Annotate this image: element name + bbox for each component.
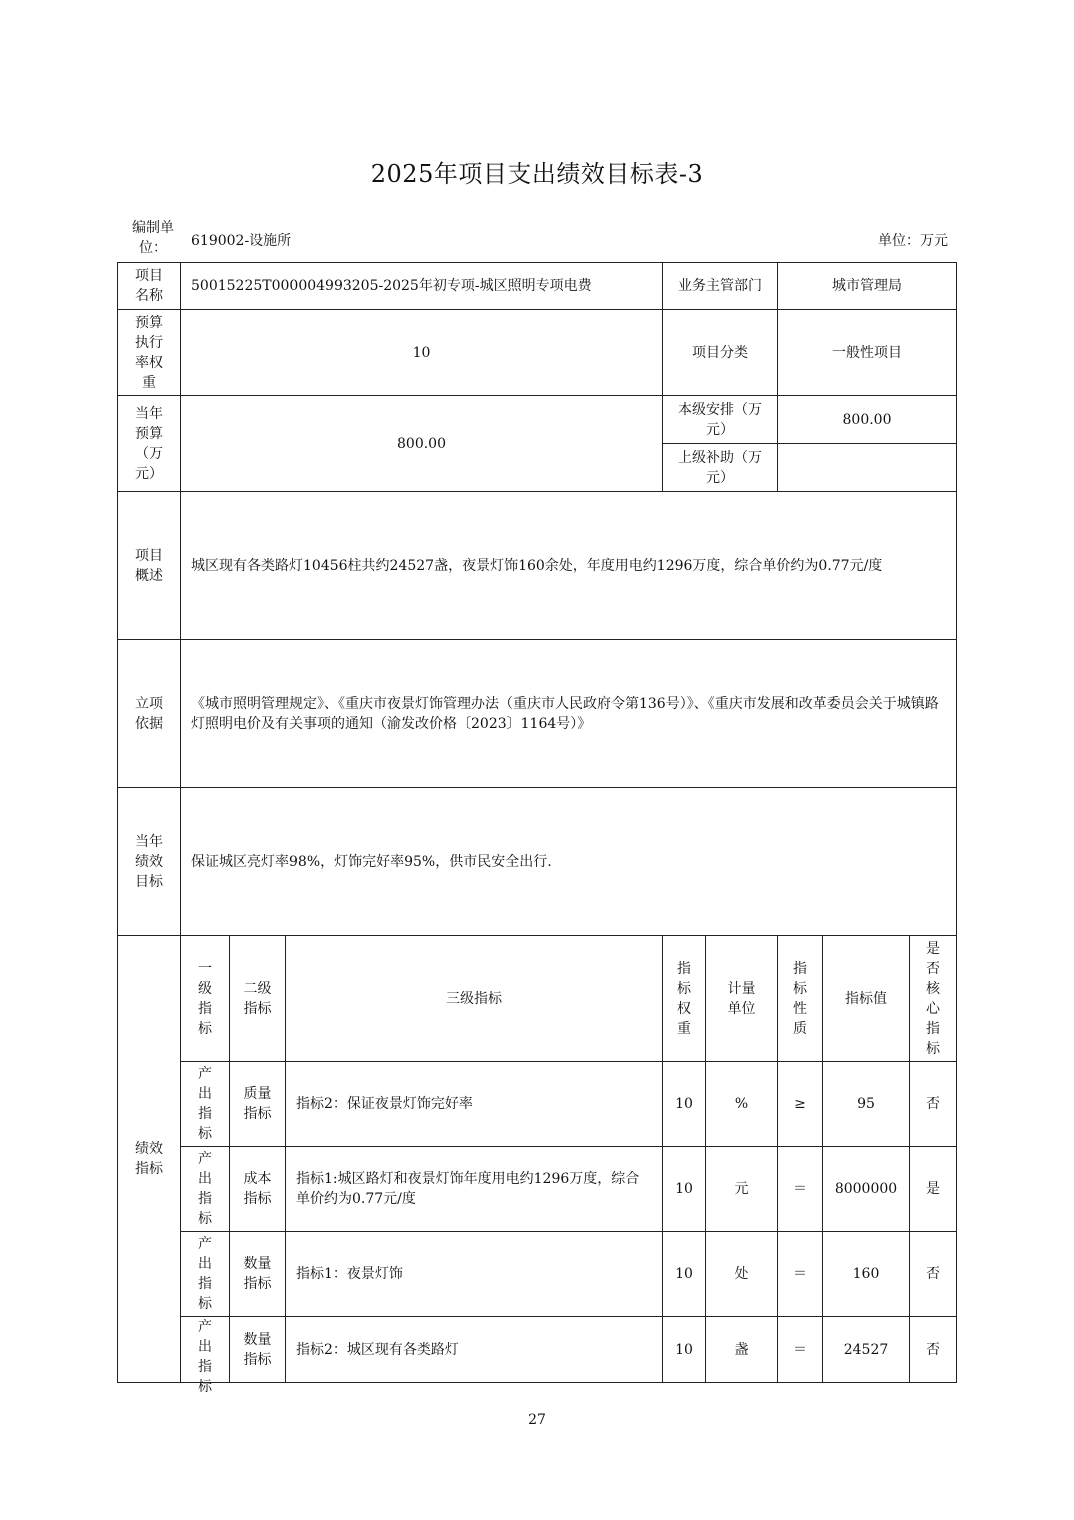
table-row-1-weight: 10 bbox=[662, 1061, 706, 1147]
weight-label: 预算执行率权重 bbox=[117, 309, 181, 396]
table-row-2-level2: 成本指标 bbox=[229, 1146, 286, 1232]
unit-text: 单位：万元 bbox=[878, 233, 948, 249]
category-value: 一般性项目 bbox=[777, 309, 957, 396]
category-label: 项目分类 bbox=[662, 309, 778, 396]
project-name-value: 50015225T000004993205-2025年初专项-城区照明专项电费 bbox=[180, 262, 663, 310]
table-row-3-weight: 10 bbox=[662, 1231, 706, 1317]
basis-label: 立项依据 bbox=[117, 639, 181, 788]
budget-label: 当年预算（万元） bbox=[117, 395, 181, 492]
table-row-2-weight: 10 bbox=[662, 1146, 706, 1232]
table-row-3-nature: ＝ bbox=[777, 1231, 823, 1317]
table-row-2-level1: 产出指标 bbox=[180, 1146, 230, 1232]
budget-value: 800.00 bbox=[180, 395, 663, 492]
table-row-2-value: 8000000 bbox=[822, 1146, 910, 1232]
header-unit: 计量单位 bbox=[705, 935, 778, 1062]
header-weight: 指标权重 bbox=[662, 935, 706, 1062]
table-row-4-level2: 数量指标 bbox=[229, 1316, 286, 1383]
table-row-1-level2: 质量指标 bbox=[229, 1061, 286, 1147]
table-row-4-unit: 盏 bbox=[705, 1316, 778, 1383]
table-row-3-level3: 指标1：夜景灯饰 bbox=[285, 1231, 663, 1317]
page-title: 2025年项目支出绩效目标表-3 bbox=[370, 160, 704, 188]
header-level3: 三级指标 bbox=[285, 935, 663, 1062]
indicators-section-label: 绩效指标 bbox=[117, 935, 181, 1383]
table-row-4-core: 否 bbox=[909, 1316, 957, 1383]
upper-value bbox=[777, 443, 957, 492]
overview-value: 城区现有各类路灯10456柱共约24527盏，夜景灯饰160余处，年度用电约1296万度，综合单价约为0.77元/度 bbox=[180, 491, 957, 640]
table-row-2-core: 是 bbox=[909, 1146, 957, 1232]
table-row-1-level3: 指标2：保证夜景灯饰完好率 bbox=[285, 1061, 663, 1147]
header-nature: 指标性质 bbox=[777, 935, 823, 1062]
table-row-4-nature: ＝ bbox=[777, 1316, 823, 1383]
performance-table bbox=[118, 263, 958, 1395]
project-name-label: 项目名称 bbox=[117, 262, 181, 310]
table-row-4-level3: 指标2：城区现有各类路灯 bbox=[285, 1316, 663, 1383]
weight-value: 10 bbox=[180, 309, 663, 396]
table-row-3-level1: 产出指标 bbox=[180, 1231, 230, 1317]
goal-label: 当年绩效目标 bbox=[117, 787, 181, 936]
table-row-2-level3: 指标1:城区路灯和夜景灯饰年度用电约1296万度，综合单价约为0.77元/度 bbox=[285, 1146, 663, 1232]
header-level2: 二级指标 bbox=[229, 935, 286, 1062]
local-label: 本级安排（万元） bbox=[662, 395, 778, 444]
page-number: 27 bbox=[528, 1412, 546, 1428]
goal-value: 保证城区亮灯率98%，灯饰完好率95%，供市民安全出行. bbox=[180, 787, 957, 936]
dept-label: 业务主管部门 bbox=[662, 262, 778, 310]
table-row-1-unit: % bbox=[705, 1061, 778, 1147]
org-label: 编制单位： bbox=[132, 220, 174, 256]
table-row-4-weight: 10 bbox=[662, 1316, 706, 1383]
overview-label: 项目概述 bbox=[117, 491, 181, 640]
table-row-1-nature: ≥ bbox=[777, 1061, 823, 1147]
dept-value: 城市管理局 bbox=[777, 262, 957, 310]
header-core: 是否核心指标 bbox=[909, 935, 957, 1062]
table-row-1-level1: 产出指标 bbox=[180, 1061, 230, 1147]
table-row-3-unit: 处 bbox=[705, 1231, 778, 1317]
header-value: 指标值 bbox=[822, 935, 910, 1062]
org-value: 619002-设施所 bbox=[191, 233, 292, 249]
basis-value: 《城市照明管理规定》、《重庆市夜景灯饰管理办法（重庆市人民政府令第136号）》、《重庆市发展和改革委员会关于城镇路灯照明电价及有关事项的通知（渝发改价格〔2023〕1164号）》 bbox=[180, 639, 957, 788]
table-row-4-level1: 产出指标 bbox=[180, 1316, 230, 1383]
table-row-2-nature: ＝ bbox=[777, 1146, 823, 1232]
table-row-3-level2: 数量指标 bbox=[229, 1231, 286, 1317]
table-row-4-value: 24527 bbox=[822, 1316, 910, 1383]
local-value: 800.00 bbox=[777, 395, 957, 444]
table-row-1-core: 否 bbox=[909, 1061, 957, 1147]
header-row bbox=[118, 216, 958, 262]
table-row-3-value: 160 bbox=[822, 1231, 910, 1317]
table-row-3-core: 否 bbox=[909, 1231, 957, 1317]
header-level1: 一级指标 bbox=[180, 935, 230, 1062]
table-row-1-value: 95 bbox=[822, 1061, 910, 1147]
upper-label: 上级补助（万元） bbox=[662, 443, 778, 492]
table-row-2-unit: 元 bbox=[705, 1146, 778, 1232]
